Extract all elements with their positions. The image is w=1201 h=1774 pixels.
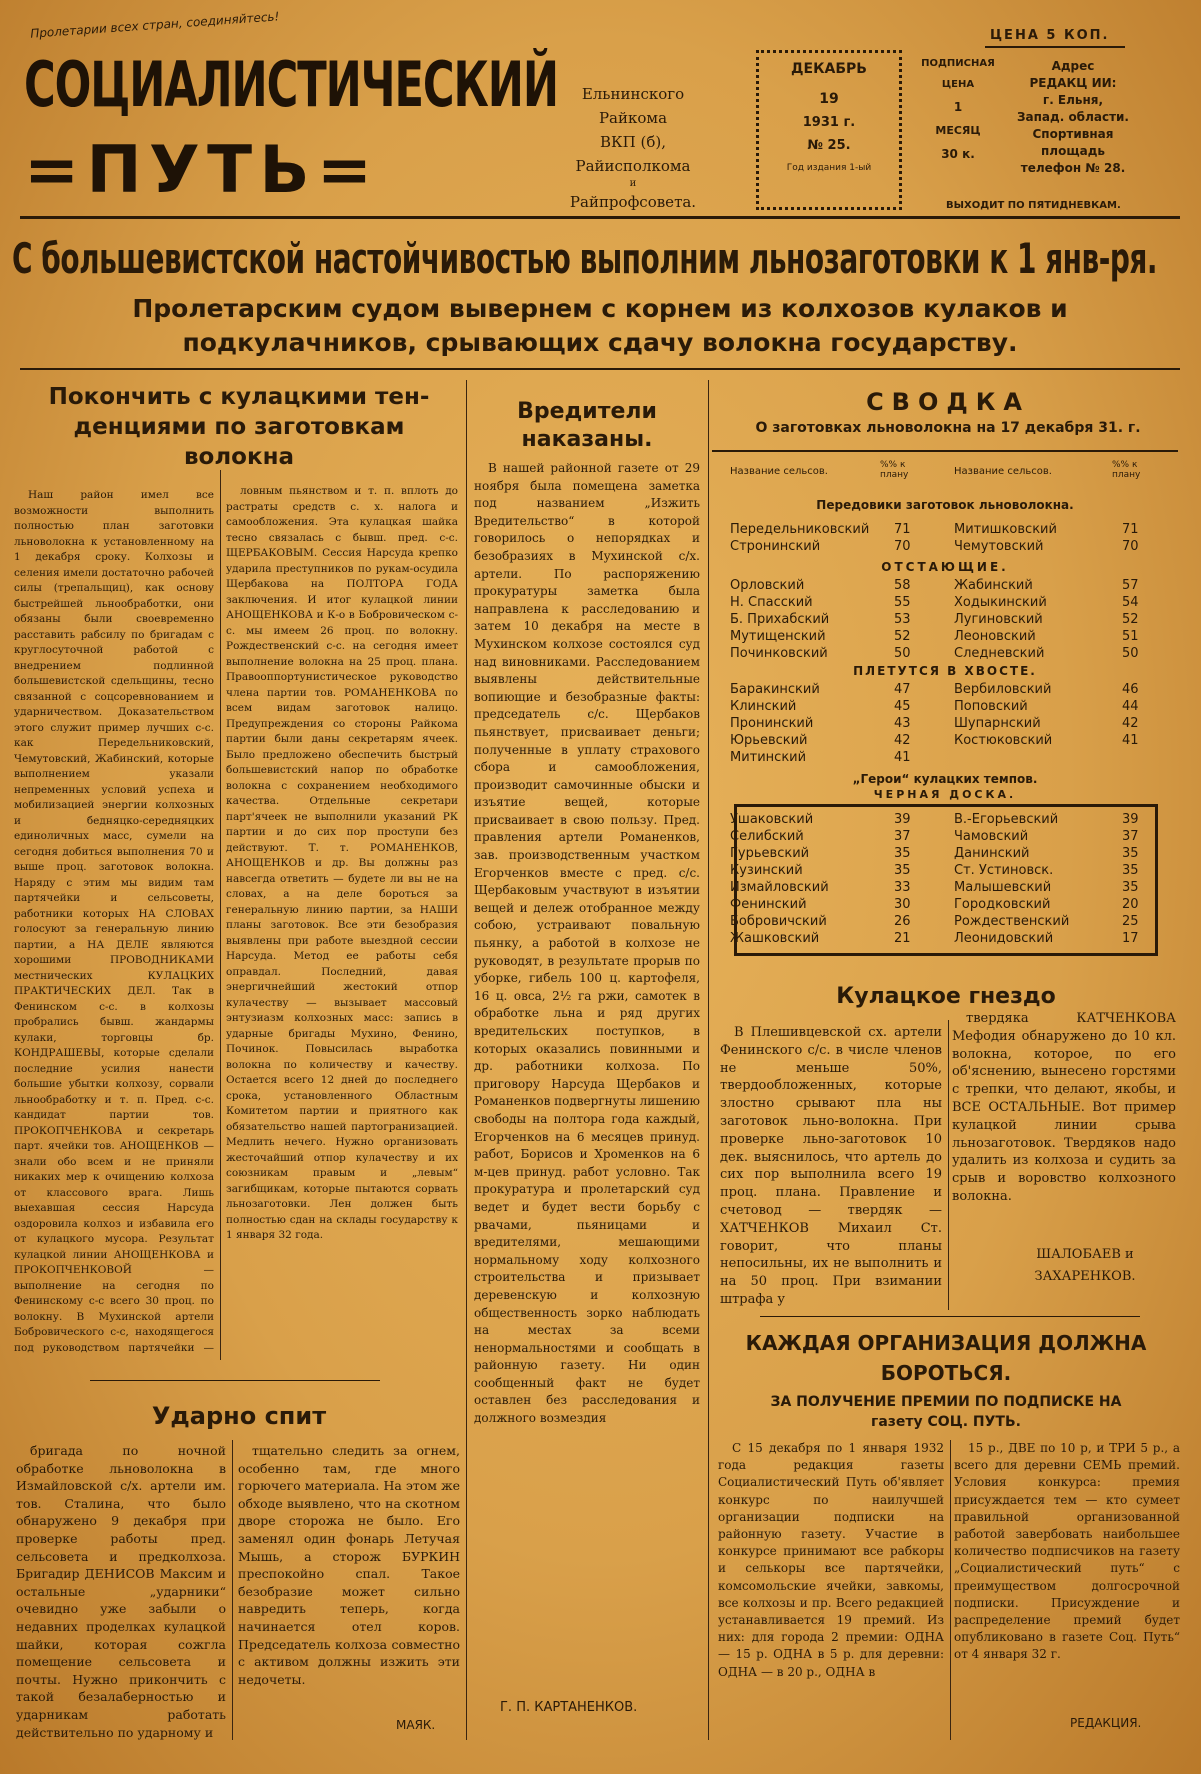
article3-title: Кулацкое гнездо [836,984,1056,1009]
title-line: БОРОТЬСЯ. [880,1361,1012,1385]
selsovet-name: Рождественский [954,914,1070,929]
address-line: Адрес [1051,59,1095,73]
section-tail: ПЛЕТУТСЯ В ХВОСТЕ. [853,664,1037,678]
price: ЦЕНА 5 КОП. [990,28,1110,43]
selsovet-name: Митинский [730,750,807,765]
selsovet-name: Мутищенский [730,629,826,644]
signature-line: ЗАХАРЕНКОВ. [1034,1269,1136,1284]
svodka-row [712,880,1178,897]
address-line: Спортивная [1032,127,1114,141]
plan-percent: 45 [894,699,911,714]
subtitle-line: газету СОЦ. ПУТЬ. [871,1414,1021,1430]
article4-col2-text: тщательно следить за огнем, особенно там, где много горючего материала. На этом же обходе выявлено, что на скотном дворе сторожа не было. Его заменял один фонарь Летучая Мышь, а сторож БУРКИН преспокойно спал. Такое безобразие может сильно навредить теперь, когда начинается отел коров. Председатель колхоза совместно с активом должны изжить эти недочеты. [238,1443,460,1687]
selsovet-name: Малышевский [954,880,1052,895]
article4-title: Ударно спит [151,1402,327,1430]
selsovet-name: Селибский [730,829,804,844]
column-header: Название сельсов. [730,466,828,477]
section-leaders: Передовики заготовок льноволокна. [816,498,1074,512]
title-line: наказаны. [521,427,653,452]
svodka-table [712,452,1178,972]
column-header: %% к плану [1112,460,1141,480]
plan-percent: 39 [1122,812,1139,827]
selsovet-name: Бобровичский [730,914,827,929]
selsovet-name: Н. Спасский [730,595,813,610]
svodka-row [712,931,1178,948]
svodka-row [712,522,1178,539]
issue-edition: Год издания 1-ый [786,163,872,173]
address-line: площадь [1041,144,1105,158]
address-line: г. Ельня, [1042,93,1104,107]
selsovet-name: Пронинский [730,716,814,731]
title-line: Вредители [517,399,657,424]
plan-percent: 17 [1122,931,1139,946]
plan-percent: 37 [894,829,911,844]
selsovet-name: Костюковский [954,733,1053,748]
svodka-row [712,699,1178,716]
selsovet-name: Городковский [954,897,1051,912]
selsovet-name: Жабинский [954,578,1033,593]
title-line: Покончить с кулацкими тен- [48,384,430,410]
title-line: КАЖДАЯ ОРГАНИЗАЦИЯ ДОЛЖНА [745,1331,1147,1355]
plan-percent: 42 [1122,716,1139,731]
article1-column1 [14,488,214,1356]
plan-percent: 35 [894,863,911,878]
selsovet-name: Б. Прихабский [730,612,830,627]
article4-column1 [16,1442,226,1740]
selsovet-name: Следневский [954,646,1045,661]
selsovet-name: Орловский [730,578,805,593]
publisher-line: Ельнинского Райкома [581,85,685,127]
plan-percent: 37 [1122,829,1139,844]
plan-percent: 51 [1122,629,1139,644]
publisher-line: Райисполкома [575,157,691,175]
plan-percent: 53 [894,612,911,627]
address-line: Запад. области. [1017,110,1129,124]
issue-month: ДЕКАБРЬ [791,61,867,77]
plan-percent: 21 [894,931,911,946]
svodka-header [716,388,1180,436]
svodka-row [712,914,1178,931]
svodka-row [712,897,1178,914]
plan-percent: 35 [894,846,911,861]
selsovet-name: Ст. Устиновск. [954,863,1054,878]
selsovet-name: Жашковский [730,931,820,946]
article2-title [474,398,700,454]
plan-percent: 35 [1122,846,1139,861]
plan-percent: 41 [1122,733,1139,748]
plan-percent: 30 [894,897,911,912]
svodka-row [712,539,1178,556]
title-line2: =ПУТЬ= [24,132,380,208]
title-line1: СОЦИАЛИСТИЧЕСКИЙ [24,50,558,122]
article5-column1 [718,1440,944,1734]
plan-percent: 54 [1122,595,1139,610]
motto: Пролетарии всех стран, соединяйтесь! [29,9,280,41]
plan-percent: 50 [894,646,911,661]
svodka-row [712,829,1178,846]
selsovet-name: Юрьевский [730,733,808,748]
frequency: ВЫХОДИТ ПО ПЯТИДНЕВКАМ. [946,200,1121,211]
svodka-row [712,646,1178,663]
article1-col1-text: Наш район имел все возможности выполнить полностью план заготовки льноволокна к установленному на 1 декабря сроку. Колхозы и селения имели достаточно рабочей силы (трепальщиц), как основу быстрейшей льнообработки, они обязаны были своевременно расставить рабсилу по бригадам с круглосуточной работой с внедрением подлинной большевистской сдельщины, тесно связанной с соцсоревнованием и ударничеством. Доказательством этого служит пример лучших с-с. как Передельниковский, Чемутовский, Жабинский, которые выполнением указали непременных условий успеха и мобилизацией энергии колхозных и бедняцко-середняцких единоличных масс, сумели на сегодня добиться выполнения 70 и выше проц. заготовок волокна. Наряду с этим мы видим там партячейки и сельсоветы, работники которых НА СЛОВАХ голосуют за генеральную линию партии, а НА ДЕЛЕ являются хорошими ПРОВОДНИКАМИ местнических КУЛАЦКИХ ПРАКТИЧЕСКИХ ДЕЛ. Так в Фенинском с-с. в колхозы пробрались бывш. жандармы кулаки, торговцы бр. КОНДРАШЕВЫ, которые сделали последние усилия нанести большие убытки колхозу, сорвали льнообработку и т. п. Пред. с-с. кандидат партии тов. ПРОКОПЧЕНКОВА и секретарь парт. ячейки тов. АНОЩЕНКОВ — знали обо всем и не приняли никаких мер к очищению колхоза от классового врага. Лишь выехавшая сессия Нарсуда оздоровила колхоз и избавила его от кулацкого мусора. Результат кулацкой линии АНОЩЕНКОВА и ПРОКОПЧЕНКОВОЙ — выполнение на сегодня по Фенинскому с-с всего 30 проц. по волокну. В Мухинской артели Бобровического с-с, находящегося под руководством партячейки — [14,489,214,1354]
plan-percent: 70 [1122,539,1139,554]
plan-percent: 39 [894,812,911,827]
plan-percent: 42 [894,733,911,748]
article2-body [474,460,700,1624]
selsovet-name: Вербиловский [954,682,1052,697]
title-line: денциями по заготовкам [73,414,405,440]
article5-col1-text: С 15 декабря по 1 января 1932 года редакция газеты Социалистический Путь об'являет конкурс по наилучшей организации подписки на районную газету. Участие в конкурсе принимают все рабкоры и селькоры все партячейки, комсомольские ячейки, завкомы, все колхозы и пр. Всего редакцией устанавливается 19 премий. Из них: для города 2 премии: ОДНА — 15 р. ОДНА в 5 р. для деревни: ОДНА — в 20 р., ОДНА в [718,1441,944,1679]
subheadline-line: Пролетарским судом вывернем с корнем из колхозов кулаков и [132,294,1068,323]
svodka-row [712,682,1178,699]
article5-col2-text: 15 р., ДВЕ по 10 р, и ТРИ 5 р., а всего для деревни СЕМЬ премий. Условия конкурса: премия присуждается тем — кто сумеет правильной организованной работой завербовать наибольшее количество подписчиков на газету „Социалистический путь“ с преимуществом долгосрочной подписки. Присуждение и распределение премий будет опубликовано в газете Соц. Путь“ от 4 января 32 г. [954,1441,1180,1662]
selsovet-name: Передельниковский [730,522,870,537]
plan-percent: 71 [1122,522,1139,537]
subscription-label: ПОДПИСНАЯ [921,58,995,69]
selsovet-name: Леонидовский [954,931,1054,946]
svodka-row [712,716,1178,733]
selsovet-name: Поповский [954,699,1028,714]
article3-column2 [952,1010,1176,1242]
plan-percent: 57 [1122,578,1139,593]
plan-percent: 20 [1122,897,1139,912]
publisher [548,82,718,214]
subtitle-line: ЗА ПОЛУЧЕНИЕ ПРЕМИИ ПО ПОДПИСКЕ НА [770,1394,1122,1410]
svodka-row [712,846,1178,863]
issue-day: 19 [819,91,839,107]
editorial-address [1008,58,1138,177]
plan-percent: 41 [894,750,911,765]
section-lagging: ОТСТАЮЩИЕ. [881,560,1009,574]
section-black-board: ЧЕРНАЯ ДОСКА. [873,788,1017,801]
column-header: %% к плану [880,460,909,480]
plan-percent: 46 [1122,682,1139,697]
publisher-line: и [629,178,637,189]
plan-percent: 26 [894,914,911,929]
plan-percent: 55 [894,595,911,610]
plan-percent: 35 [1122,880,1139,895]
svodka-subtitle: О заготовках льноволокна на 17 декабря 31. г. [755,420,1141,436]
selsovet-name: Кузинский [730,863,803,878]
selsovet-name: Ходыкинский [954,595,1047,610]
plan-percent: 44 [1122,699,1139,714]
svodka-row [712,578,1178,595]
svodka-title: СВОДКА [866,388,1030,416]
svodka-row [712,612,1178,629]
section-heroes: „Герои“ кулацких темпов. [852,772,1038,786]
article1-column2 [226,484,458,1344]
selsovet-name: Лугиновский [954,612,1043,627]
selsovet-name: Починковский [730,646,828,661]
subscription [908,58,1008,161]
selsovet-name: Гурьевский [730,846,810,861]
article3-col1-text: В Плешивцевской сх. артели Фенинского с/с. в числе членов не меньше 50%, твердообложенных, которые злостно срывают пла ны заготовок льно-волокна. При проверке льно-заготовок 10 дек. выяснилось, что артель до сих пор выполнила всего 19 проц. плана. Правление и счетовод — твердяк — ХАТЧЕНКОВ Михаил Ст. говорит, что планы непосильны, их не выполнить и на 50 проц. При взимании штрафа у [720,1025,942,1307]
address-line: телефон № 28. [1020,161,1126,175]
subheadline-line: подкулачников, срывающих сдачу волокна государству. [182,328,1018,357]
selsovet-name: Данинский [954,846,1030,861]
selsovet-name: Шупарнский [954,716,1041,731]
plan-percent: 52 [894,629,911,644]
plan-percent: 33 [894,880,911,895]
plan-percent: 25 [1122,914,1139,929]
article4-column2 [238,1442,460,1698]
main-headline: С большевистской настойчивостью выполним льнозаготовки к 1 янв-ря. [12,234,1158,284]
selsovet-name: Ушаковский [730,812,814,827]
svodka-row [712,629,1178,646]
article5-subtitle [712,1392,1180,1432]
plan-percent: 52 [1122,612,1139,627]
article3-column1 [720,1024,942,1310]
signature-line: ШАЛОБАЕВ и [1036,1247,1134,1262]
issue-year: 1931 г. [802,115,856,130]
article1-col2-text: ловным пьянством и т. п. вплоть до растраты средств с. х. налога и самообложения. Эта кулацкая шайка тесно связалась с бывш. пред. с-с. ЩЕРБАКОВЫМ. Сессия Нарсуда крепко ударила преступников по рукам-осудила Щербакова на ПОЛТОРА ГОДА заключения. И итог кулацкой линии АНОЩЕНКОВА и К-о в Бобровическом с-с. мы имеем 26 проц. по волокну. Рождественский с-с. на сегодня имеет выполнение волокна на 25 проц. плана. Правооппортунистическое руководство члена партии тов. РОМАНЕНКОВА по всем видам заготовок налицо. Предупреждения со стороны Райкома партии были даны секретарям ячеек. Было предложено обеспечить быстрый большевистский напор по обработке волокна с сохранением необходимого качества. Отдельные секретари парт'ячеек не выполнили указаний РК партии и до сих пор проступи без действуют. Т. т. РОМАНЕНКОВ, АНОЩЕНКОВ и др. Вы должны раз навсегда ответить — будете ли вы не на словах, а на деле бороться за генеральную линию партии, за НАШИ планы заготовок. Все эти безобразия выявлены при работе выездной сессии Нарсуда. Метод ее работы себя оправдал. Последний, давая энергичнейший жестокий отпор кулачеству — вызывает массовый энтузиазм колхозных масс: запись в ударные бригады Мухино, Фенино, Починок. Повысилась выработка волокна по количеству и качеству. Остается всего 12 дней до последнего срока, установленного Областным Комитетом партии и приятного как обязательство нашей партогранизацией. Медлить нечего. Нужно организовать жесточайший отпор кулачеству и их союзникам правым и „левым“ загибщикам, которые пытаются сорвать льнозаготовки. Лен должен быть полностью сдан на склады государству к 1 января 32 года. [226,485,458,1241]
article2-signature: Г. П. КАРТАНЕНКОВ. [500,1700,638,1715]
svodka-row [712,733,1178,750]
subscription-price: 30 к. [941,147,975,161]
issue-box [756,50,902,210]
selsovet-name: Стронинский [730,539,821,554]
address-line: РЕДАКЦ ИИ: [1029,76,1117,90]
plan-percent: 70 [894,539,911,554]
plan-percent: 47 [894,682,911,697]
article4-signature: МАЯК. [396,1718,436,1732]
selsovet-name: Леоновский [954,629,1036,644]
column-header: Название сельсов. [954,466,1052,477]
svodka-row [712,595,1178,612]
plan-percent: 58 [894,578,911,593]
masthead-title [16,40,558,210]
article5-column2 [954,1440,1180,1714]
article1-title [14,382,464,472]
selsovet-name: Баракинский [730,682,820,697]
subscription-label: ЦЕНА [941,79,975,90]
article2-text: В нашей районной газете от 29 ноября была помещена заметка под названием „Изжить Вредительство“ в которой говорилось о непорядках и безобразиях в Мухинской с/х. артели. По распоряжению прокуратуры заметка была направлена к расследованию и затем 10 декабря на месте в Мухинском колхозе состоялся суд над виновниками. Расследованием выявлены действительные вопиющие и безобразные факты: председатель с/с. Щербаков пьянствует, присваивает деньги; полученные в уплату страхового сбора и самообложения, производит самочинные обыски и изъятие вещей, которые присваивает в свою пользу. Пред. правления артели Романенков, зав. производственным участком Егорченков вместе с пред. с/с. Щербаковым участвуют в изъятии вещей и дележ отобранное между собою, устраивают повальную пьянку, а работой в колхозе не руководят, в результате прорыв по уборке, гибель 100 ц. картофеля, 16 ц. овса, 2½ га ржи, самотек в обработке льна и ряд других вредительских поступков, в которых оказались повинными и др. работники колхоза. По приговору Нарсуда Щербаков и Романенков подвергнуты лишению свободы на полтора года каждый, Егорченков на 6 месяцев принуд. работ, Борисов и Хроменков на 6 м-цев принуд. работ условно. Так прокуратура и пролетарский суд ведет и будет вести борьбу с рвачами, пьяницами и вредителями, мешающими нормальному ходу колхозного строительства и призывает деревенскую и колхозную общественность зорко наблюдать на местах за всеми ненормальностями и сообщать в районную газету. Ни один сообщенный факт не будет оставлен без расследования и должного возмездия [474,461,700,1426]
article3-signature [990,1244,1180,1288]
plan-percent: 35 [1122,863,1139,878]
title-line: волокна [183,444,295,470]
selsovet-name: Фенинский [730,897,807,912]
issue-number: № 25. [807,138,851,153]
subheadline [10,292,1190,360]
selsovet-name: В.-Егорьевский [954,812,1059,827]
subscription-months: 1 [953,100,963,114]
selsovet-name: Измайловский [730,880,829,895]
subscription-month-label: МЕСЯЦ [935,124,981,137]
selsovet-name: Чемутовский [954,539,1044,554]
article5-title [712,1328,1180,1388]
publisher-line: Райпрофсовета. [569,193,697,211]
plan-percent: 43 [894,716,911,731]
plan-percent: 71 [894,522,911,537]
article5-signature: РЕДАКЦИЯ. [1070,1716,1142,1730]
selsovet-name: Митишковский [954,522,1057,537]
svodka-row [712,812,1178,829]
svodka-row [712,750,1178,767]
selsovet-name: Чамовский [954,829,1029,844]
selsovet-name: Клинский [730,699,797,714]
publisher-line: ВКП (б), [600,133,666,151]
svodka-row [712,863,1178,880]
article4-col1-text: бригада по ночной обработке льноволокна в Измайловской с/х. артели им. тов. Сталина, что было обнаружено 9 декабря при проверке работы пред. сельсовета и предколхоза. Бригадир ДЕНИСОВ Максим и остальные „ударники“ очевидно уже забыли о недавних проделках кулацкой шайки, которая сожгла помещение сельсовета и почты. Нужно прикончить с такой безалаберностью и ударникам работать действительно по ударному и [16,1443,226,1740]
article3-col2-text: твердяка КАТЧЕНКОВА Мефодия обнаружено до 10 кл. волокна, которое, по его об'яснению, вынесено горстями с трепки, что делают, якобы, и ВСЕ ОСТАЛЬНЫЕ. Вот пример кулацкой линии срыва льнозаготовок. Твердяков надо удалить из колхоза и судить за срыв и воровство колхозного волокна. [952,1011,1176,1204]
plan-percent: 50 [1122,646,1139,661]
